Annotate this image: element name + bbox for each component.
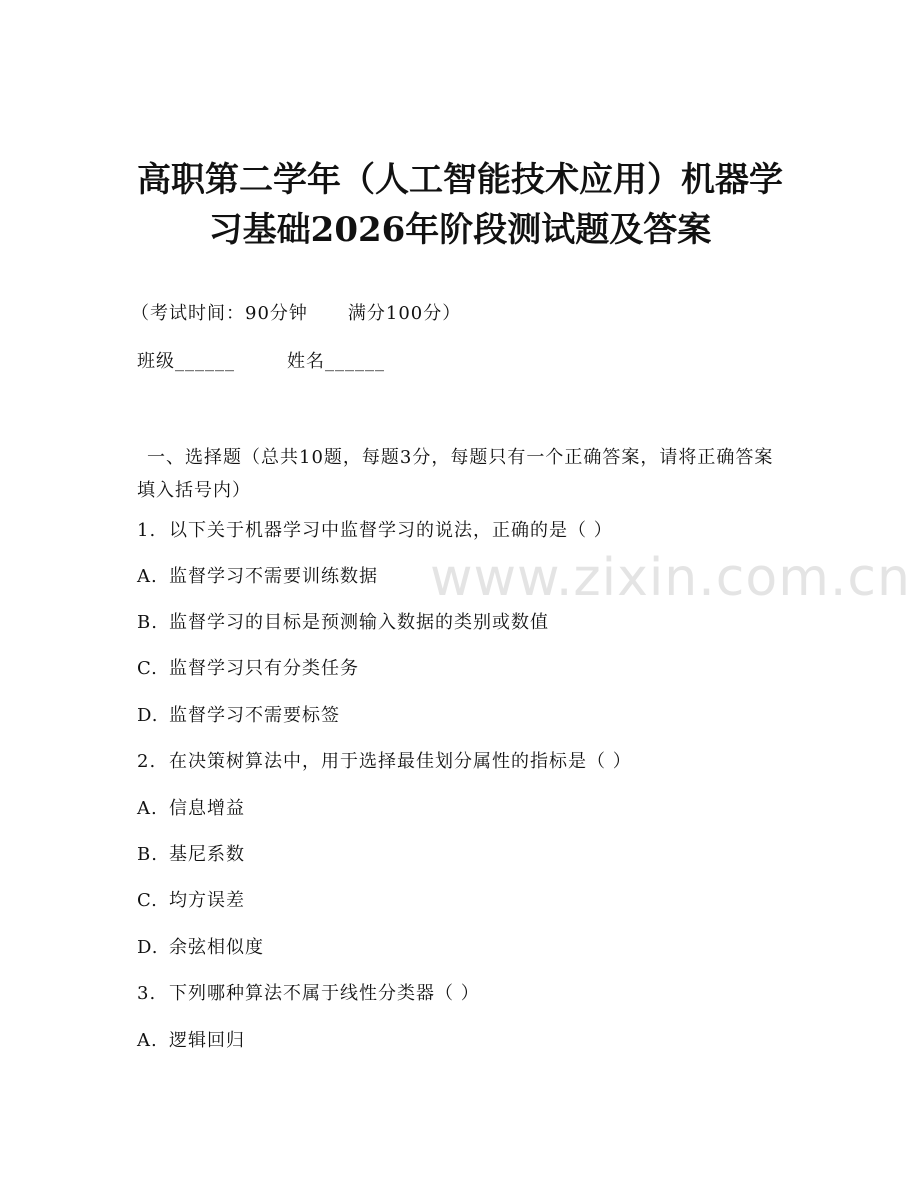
question-3 (137, 982, 480, 1006)
question-3-option-a (137, 1029, 245, 1053)
option-letter: B. (137, 844, 158, 865)
name-label: 姓名______ (287, 351, 385, 372)
question-1-option-d (137, 704, 340, 728)
option-letter: A. (137, 1030, 158, 1051)
option-text: 均方误差 (169, 890, 245, 911)
exam-info-line (131, 302, 461, 326)
option-text: 监督学习只有分类任务 (169, 658, 359, 679)
option-text: 监督学习的目标是预测输入数据的类别或数值 (169, 612, 549, 633)
option-letter: D. (137, 937, 159, 958)
question-number: 2. (137, 751, 157, 772)
option-letter: A. (137, 798, 158, 819)
question-2-option-b (137, 843, 245, 867)
question-1-option-b (137, 611, 549, 635)
question-2 (137, 750, 632, 774)
question-2-option-d (137, 936, 264, 960)
option-letter: C. (137, 890, 158, 911)
question-1-option-c (137, 657, 359, 681)
option-letter: D. (137, 705, 159, 726)
option-text: 逻辑回归 (169, 1030, 245, 1051)
watermark-text: www.zixin.com.cn (430, 548, 911, 608)
question-number: 1. (137, 520, 157, 541)
option-letter: C. (137, 658, 158, 679)
document-title-line-2: 习基础2026年阶段测试题及答案 (208, 210, 712, 250)
question-2-option-c (137, 889, 245, 913)
option-text: 余弦相似度 (169, 937, 264, 958)
question-text: 下列哪种算法不属于线性分类器（ ） (169, 983, 480, 1004)
option-text: 监督学习不需要训练数据 (169, 566, 378, 587)
question-text: 以下关于机器学习中监督学习的说法，正确的是（ ） (169, 520, 613, 541)
option-letter: A. (137, 566, 158, 587)
question-text: 在决策树算法中，用于选择最佳划分属性的指标是（ ） (169, 751, 632, 772)
option-text: 监督学习不需要标签 (169, 705, 340, 726)
class-label: 班级______ (137, 351, 235, 372)
document-title-line-1: 高职第二学年（人工智能技术应用）机器学 (137, 160, 783, 200)
section-heading (137, 441, 777, 507)
student-info-line (137, 350, 385, 374)
question-2-option-a (137, 797, 245, 821)
question-number: 3. (137, 983, 157, 1004)
exam-time-text: （考试时间：90分钟 (131, 303, 308, 324)
option-text: 信息增益 (169, 798, 245, 819)
option-text: 基尼系数 (169, 844, 245, 865)
section-heading-text: 一、选择题（总共10题，每题3分，每题只有一个正确答案，请将正确答案填入括号内） (137, 447, 774, 501)
full-score-text: 满分100分） (347, 303, 462, 324)
question-1 (137, 519, 613, 543)
option-letter: B. (137, 612, 158, 633)
question-1-option-a (137, 565, 378, 589)
